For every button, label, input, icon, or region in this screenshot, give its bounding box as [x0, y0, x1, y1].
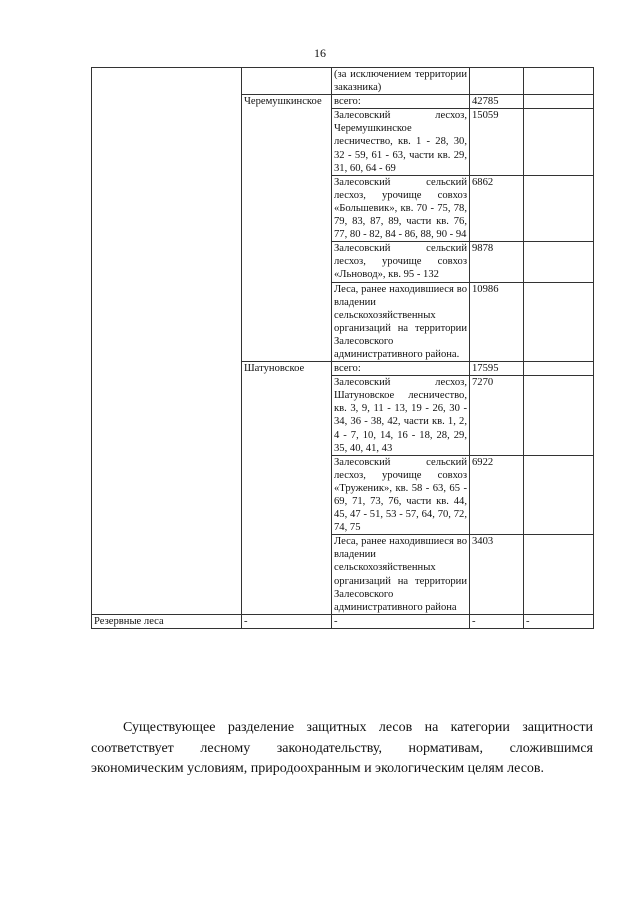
location-cell: всего:: [332, 95, 470, 109]
area-cell: 15059: [470, 109, 524, 175]
area-cell: 6862: [470, 175, 524, 241]
area-cell: 6922: [470, 455, 524, 535]
extra-cell: [524, 242, 594, 282]
area-cell: -: [470, 614, 524, 628]
area-cell: 9878: [470, 242, 524, 282]
area-cell: 7270: [470, 376, 524, 456]
district-cell: Шатуновское: [242, 362, 332, 615]
location-cell: (за исключением территории заказника): [332, 68, 470, 95]
forest-table: [91, 67, 594, 629]
location-cell: Залесовский лесхоз, Черемушкинское лесничество, кв. 1 - 28, 30, 32 - 59, 61 - 63, части кв. 29, 31, 60, 64 - 69: [332, 109, 470, 175]
extra-cell: [524, 282, 594, 362]
forest-category-cell: Резервные леса: [92, 614, 242, 628]
table-row: [92, 614, 594, 628]
area-cell: [470, 68, 524, 95]
location-cell: Залесовский сельский лесхоз, урочище совхоз «Труженик», кв. 58 - 63, 65 - 69, 71, 73, 76, части кв. 44, 45, 47 - 51, 53 - 57, 64, 70, 72, 74, 75: [332, 455, 470, 535]
area-cell: 3403: [470, 535, 524, 615]
extra-cell: [524, 109, 594, 175]
extra-cell: [524, 175, 594, 241]
district-cell: Черемушкинское: [242, 95, 332, 362]
location-cell: Залесовский сельский лесхоз, урочище совхоз «Большевик», кв. 70 - 75, 78, 79, 83, 87, 89, части кв. 76, 77, 80 - 82, 84 - 86, 88, 90 - 94: [332, 175, 470, 241]
location-cell: Залесовский сельский лесхоз, урочище совхоз «Льновод», кв. 95 - 132: [332, 242, 470, 282]
district-cell: [242, 68, 332, 95]
location-cell: Залесовский лесхоз, Шатуновское лесничество, кв. 3, 9, 11 - 13, 19 - 26, 30 - 34, 36 - 38, 42, части кв. 1, 2, 4 - 7, 10, 14, 16 - 18, 28, 29, 35, 40, 41, 43: [332, 376, 470, 456]
paragraph: Существующее разделение защитных лесов на категории защитности соответствует лесному законодательству, нормативам, сложившимся экономическим условиям, природоохранным и экологическим целям лесов.: [91, 720, 593, 777]
page-number: 16: [314, 46, 326, 60]
area-cell: 10986: [470, 282, 524, 362]
extra-cell: [524, 376, 594, 456]
location-cell: Леса, ранее находившиеся во владении сельскохозяйственных организаций на территории Залесовского административного района.: [332, 282, 470, 362]
extra-cell: [524, 68, 594, 95]
area-cell: 17595: [470, 362, 524, 376]
table-row: [92, 68, 594, 95]
district-cell: -: [242, 614, 332, 628]
location-cell: всего:: [332, 362, 470, 376]
extra-cell: [524, 362, 594, 376]
extra-cell: -: [524, 614, 594, 628]
area-cell: 42785: [470, 95, 524, 109]
extra-cell: [524, 95, 594, 109]
extra-cell: [524, 535, 594, 615]
extra-cell: [524, 455, 594, 535]
forest-category-cell: [92, 68, 242, 615]
location-cell: Леса, ранее находившиеся во владении сельскохозяйственных организаций на территории Залесовского административного района: [332, 535, 470, 615]
location-cell: -: [332, 614, 470, 628]
body-text: [91, 718, 593, 780]
